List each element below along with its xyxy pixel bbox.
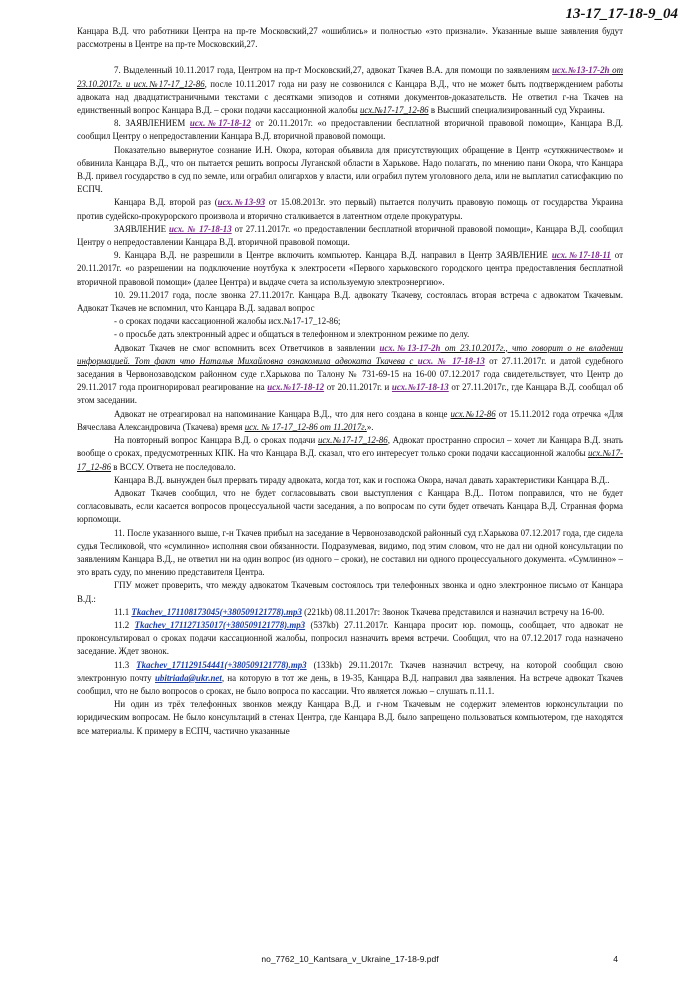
doc-link[interactable]: исх.№17-18-12 — [267, 382, 325, 393]
paragraph: Ни один из трёх телефонных звонков между Канцара В.Д. и г-ном Ткачевым не содержит элементов юрконсультации по юридическим вопросам. Не было консультаций в стенах Центра, где Канцара В.Д. было запрещено пользоваться компьютером, где находятся все материалы. К примеру в ЕСПЧ, частично указанные — [77, 699, 623, 736]
paragraph-9 — [77, 249, 623, 289]
text-span: от 20.11.2017г. «о разрешении на подключение ноутбука к электросети «Первого харьковского городского центра предоставления бесплатной вторичной правовой помощи» (далее Центра) и выдаче счета за используемую электроэнергию». — [77, 250, 623, 287]
doc-link[interactable]: исх.№17-18-12 — [189, 118, 251, 129]
text-span: в ВССУ. Ответа не последовало. — [111, 461, 236, 472]
text-span: исх.№17-17_12-86 — [77, 448, 623, 472]
text-span: , Адвокат пространно спросил – хочет ли Канцара В.Д. знать вообще о сроках, предусмотренных КПК. На что Канцара В.Д. сказал, что его интересует только сроки подачи кассационной жалобы — [77, 435, 623, 459]
paragraph: Показательно вывернутое сознание И.Н. Окора, которая объявила для присутствующих обращение в Центр «сутяжничеством» и обвинила Канцара В.Д., что он пытается решить вопросы Луганской области в Харькове. Надо полагать, по мнению пани Окора, что Канцара В.Д. привел государство в суд по земле, или ограбил олигархов у власти, или ограбил путем уголовного дела, или не выплатил сатисфакцию по ЕСПЧ. — [77, 144, 623, 195]
paragraph — [77, 342, 623, 408]
paragraph — [77, 223, 623, 249]
paragraph — [77, 408, 623, 434]
page-number: 4 — [613, 954, 618, 964]
text-span: от 20.11.2017г. и — [324, 382, 392, 393]
text-span: (537kb) 27.11.2017г. Канцара просит юр. помощь, сообщает, что адвокат не проконсультировал о сроках подачи кассационной жалобы, попросил назначить время встречи. Сообщил, что на 07.12.2017 года назначено заседание. Ждет звонок. — [77, 619, 623, 657]
text-span: , после 10.11.2017 года ни разу не созвонился с Канцара В.Д., что не может быть подтверждением работы адвоката над двадцатистраничными текстами с десятками эпизодов и сотнями документов-доказательств. Не ответил г-на Ткачев на единственный вопрос Канцара В.Д. – сроки подачи кассационной жалобы — [77, 78, 623, 116]
doc-link[interactable]: исх. № 17-18-13 — [168, 223, 232, 234]
text-span: исх.№17-17_12-86 — [317, 435, 388, 446]
doc-link[interactable]: исх.№17-18-11 — [551, 250, 611, 261]
text-span: от 20.11.2017г. «о предоставлении бесплатной вторичной правовой помощи», Канцара В.Д. сообщил Центру о непредоставлении Канцара В.Д. вторичной правовой помощи. — [77, 118, 623, 142]
paragraph: ГПУ может проверить, что между адвокатом Ткачевым состоялось три телефонных звонка и одно электронное письмо от Канцара В.Д.: — [77, 580, 623, 604]
text-span: 11.3 — [114, 659, 137, 670]
list-item: - о просьбе дать электронный адрес и общаться в телефонном и электронном режиме по делу. — [114, 329, 470, 340]
text-span: исх. № 17-17_12-86 от 11.2017г. — [244, 421, 367, 432]
text-span: 11.2 — [114, 619, 135, 630]
text-span: (221kb) 08.11.2017г: Звонок Ткачева представился и назначил встречу на 16-00. — [301, 606, 605, 617]
paragraph: Канцара В.Д. что работники Центра на пр-те Московский,27 «ошиблись» и полностью «это признали». Указанные выше заявления будут рассмотрены в Центре на пр-те Московский,27. — [77, 26, 623, 50]
text-span: в Высший специализированный суд Украины. — [428, 105, 605, 116]
paragraph: Адвокат Ткачев сообщил, что не будет согласовывать свои выступления с Канцара В.Д.. Потом поправился, что не будет согласовывать, если касается вопросов процессуальной части заседания, а по вопросам по сути будет отвечать Канцара В.Д. Странная форма юрпомощи. — [77, 487, 623, 525]
doc-link[interactable]: исх.№17-18-13 — [391, 382, 449, 393]
list-item: - о сроках подачи кассационной жалобы исх.№17-17_12-86; — [114, 316, 341, 327]
text-span: ». — [366, 421, 374, 432]
text-span: 11.1 — [114, 606, 132, 617]
text-span: 9. Канцара В.Д. не разрешили в Центре включить компьютер. Канцара В.Д. направил в Центр ЗАЯВЛЕНИЕ — [114, 250, 552, 261]
paragraph — [77, 434, 623, 474]
page-body — [77, 25, 623, 738]
paragraph — [77, 196, 623, 222]
doc-link[interactable]: исх.№13-17-2h — [552, 65, 610, 76]
text-span: Адвокат не отреагировал на напоминание Канцара В.Д., что для него создана в конце — [114, 408, 451, 419]
audio-file-link[interactable]: Tkachev_171108173045(+380509121778).mp3 — [131, 606, 302, 617]
footer-filename: no_7762_10_Kantsara_v_Ukraine_17-18-9.pdf — [261, 954, 439, 964]
paragraph-11-3 — [77, 659, 623, 699]
text-span: (133kb) 29.11.2017г. Ткачев назначил встречу, на которой сообщил свою электронную почту — [77, 659, 624, 683]
paragraph-11-1 — [77, 606, 623, 619]
text-span: 7. Выделенный 10.11.2017 года, Центром на пр-т Московский,27, адвокат Ткачев В.А. для помощи по заявлениям — [114, 65, 553, 76]
paragraph-10: 10. 29.11.2017 года, после звонка 27.11.2017г. Канцара В.Д. адвокату Ткачеву, состоялась вторая встреча с адвокатом Ткачевым. Адвокат Ткачев не вспомнил, что Канцара В.Д. задавал вопрос — [77, 289, 623, 314]
paragraph: Канцара В.Д. вынужден был прервать тираду адвоката, когда тот, как и госпожа Окора, начал давать характеристики Канцара В.Д.. — [114, 474, 610, 485]
audio-file-link[interactable]: Tkachev_171129154441(+380509121778).mp3 — [136, 659, 307, 670]
paragraph-7 — [77, 64, 623, 117]
text-span: от 23.10.2017г. и исх.№17-17_12-86 — [77, 65, 623, 89]
text-span: от 27.11.2017г., где Канцара В.Д. сообщал об этом заседании. — [77, 382, 623, 406]
paragraph-11-2 — [77, 619, 623, 659]
paragraph-8 — [77, 117, 623, 143]
text-span: исх.№17-17_12-86 — [359, 105, 429, 116]
text-span: исх.№12-86 — [450, 408, 496, 419]
text-span: , на которую в тот же день, в 19-35, Канцара В.Д. направил два заявления. На встрече адвокат Ткачев сообщил, что не было вопросов о сроках, не было вопроса по кассации. Что является ложью – слушать п.11.1. — [77, 672, 623, 696]
text-span: На повторный вопрос Канцара В.Д. о сроках подачи — [114, 435, 318, 446]
text-span: от 15.08.2013г. это первый) пытается получить правовую помощь от государства Украина против судейско-прокурорского произвола и вторично сталкивается в латентном отделе прокуратуры. — [77, 197, 624, 221]
text-span: от 15.11.2012 года отречка «Для Вячеслава Александровича (Ткачева) время — [77, 408, 623, 432]
doc-link[interactable]: исх. № 17-18-13 — [417, 355, 485, 366]
text-span: 8. ЗАЯВЛЕНИЕМ — [114, 118, 190, 129]
paragraph-11: 11. После указанного выше, г-н Ткачев прибыл на заседание в Червонозаводской районный суд г.Харькова 07.12.2017 года, где сидела судья Тесликовой, что «сумлинно» исполняя свои обязанности. Подразумевая, видимо, под этим словом, что не дал ни одной консультации по заявлениям Канцара В.Д., не ответил ни на один вопрос (из одного – сроки), не составил ни одного процессуального документа. «Сумлинно» – это врать суду, по мнению представителя Центра. — [77, 527, 623, 578]
audio-file-link[interactable]: Tkachev_171127135017(+380509121778).mp3 — [134, 619, 306, 630]
email-link[interactable]: ubitriada@ukr.net — [155, 672, 222, 683]
text-span: Канцара В.Д. второй раз ( — [114, 197, 218, 208]
text-span: ЗАЯВЛЕНИЕ — [114, 223, 169, 234]
doc-link[interactable]: исх.№13-17-2h — [379, 342, 441, 353]
doc-link[interactable]: исх.№13-93 — [217, 197, 266, 208]
text-span: Адвокат Ткачев не смог вспомнить всех Ответчиков в заявлении — [114, 342, 380, 353]
text-span: от 27.11.2017г. и датой судебного заседания в Червонозаводском районном суде г.Харькова по Талону № 731-69-15 на 16-00 07.12.2017 года свидетельствует, что Центр до 29.11.2017 года проигнорировал реагирование на — [77, 355, 624, 393]
text-span: от 27.11.2017г. «о предоставлении бесплатной вторичной правовой помощи», Канцара В.Д. сообщил Центру о непредоставлении Канцара В.Д. вторичной правовой помощи. — [77, 223, 623, 248]
text-span: от 23.10.2017г., что говорит о не владении информацией. Тот факт что Наталья Михайловна ознакомила адвоката Ткачева с — [77, 342, 623, 366]
document-code-stamp: 13-17_17-18-9_04 — [565, 6, 678, 22]
